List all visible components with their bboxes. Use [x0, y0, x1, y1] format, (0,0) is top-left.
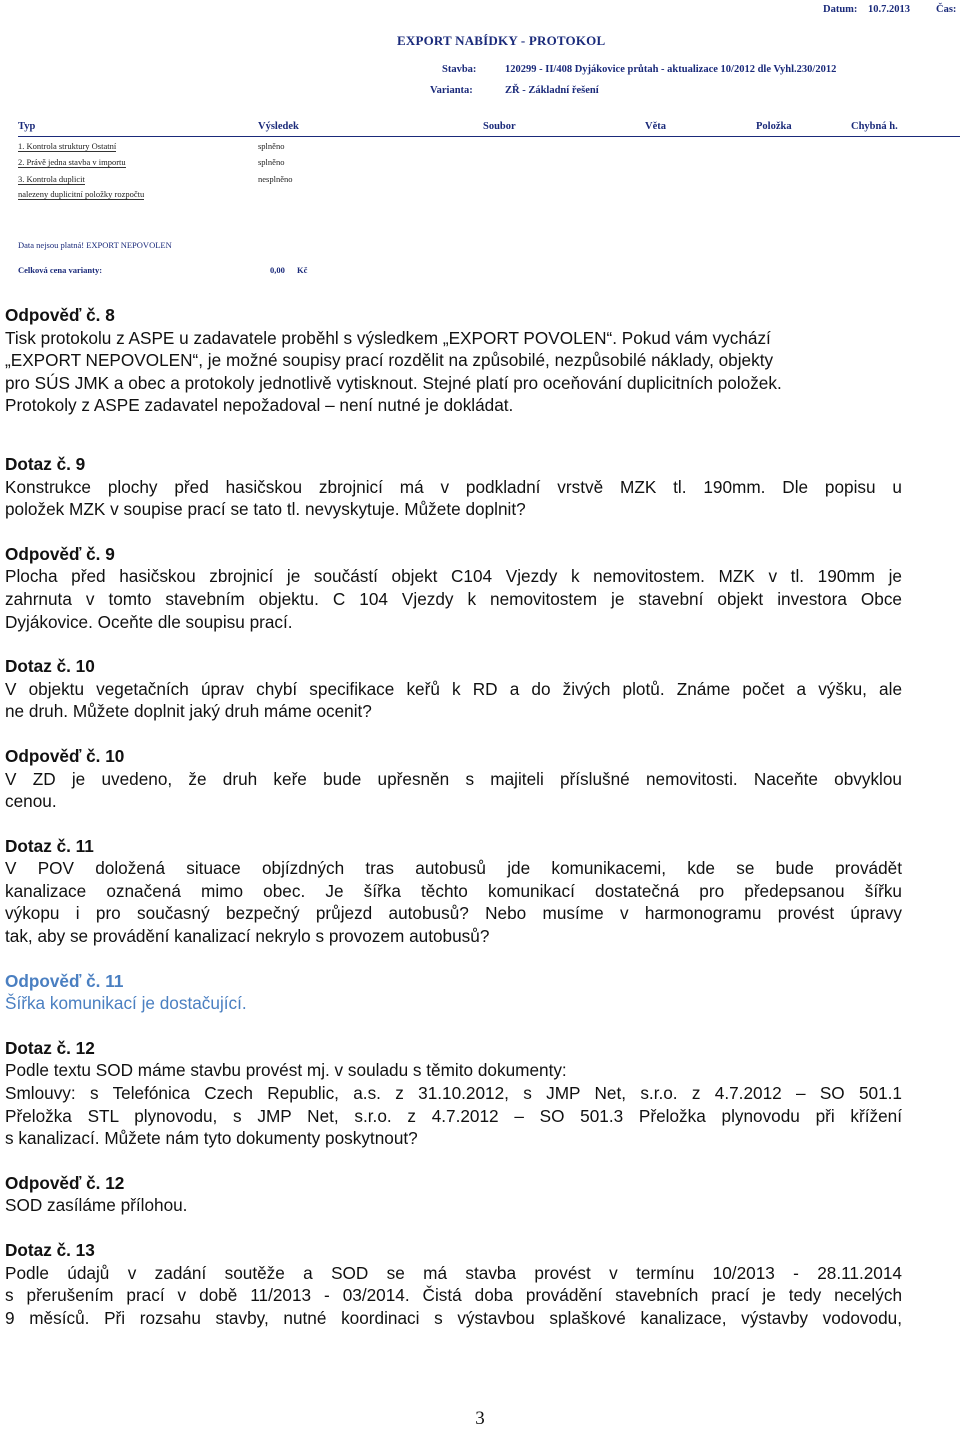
protocol-stavba-label: Stavba:	[442, 64, 477, 75]
protocol-col-veta: Věta	[645, 121, 666, 132]
protocol-invalid-note: Data nejsou platná! EXPORT NEPOVOLEN	[18, 240, 172, 250]
answer-heading: Odpověď č. 11	[5, 970, 124, 991]
question-11	[5, 835, 902, 948]
paragraph-line: Plocha před hasičskou zbrojnicí je součástí objekt C104 Vjezdy k nemovitostem. MZK v tl. 190mm je	[5, 566, 902, 587]
paragraph-line: V ZD je uvedeno, že druh keře bude upřesněn s majiteli příslušné nemovitosti. Naceňte obvyklou	[5, 768, 902, 789]
protocol-col-vysledek: Výsledek	[258, 121, 299, 132]
protocol-col-polozka: Položka	[756, 121, 792, 132]
paragraph-line: Tisk protokolu z ASPE u zadavatele proběhl s výsledkem „EXPORT POVOLEN“. Pokud vám vychází	[5, 327, 771, 348]
protocol-price-value: 0,00	[270, 265, 285, 275]
paragraph-line: cenou.	[5, 791, 57, 812]
protocol-row-typ: 3. Kontrola duplicit	[18, 174, 85, 184]
paragraph-line: V POV doložená situace objízdných tras autobusů jde komunikacemi, kde se bude provádět	[5, 858, 902, 879]
paragraph-line: ne druh. Můžete doplnit jaký druh máme ocenit?	[5, 701, 372, 722]
protocol-header-rule	[18, 136, 960, 137]
paragraph-line: Šířka komunikací je dostačující.	[5, 993, 247, 1014]
protocol-col-typ: Typ	[18, 121, 36, 132]
answer-12	[5, 1172, 902, 1217]
question-13	[5, 1239, 902, 1329]
protocol-stavba-value: 120299 - II/408 Dyjákovice průtah - aktualizace 10/2012 dle Vyhl.230/2012	[505, 64, 837, 75]
protocol-image	[0, 0, 960, 290]
answer-11	[5, 970, 902, 1015]
paragraph-line: s přerušením prací v době 11/2013 - 03/2014. Čistá doba provádění stavebních prací je tedy necelých	[5, 1285, 902, 1306]
protocol-col-soubor: Soubor	[483, 121, 516, 132]
paragraph-line: 9 měsíců. Při rozsahu stavby, nutné koordinaci s výstavbou splaškové kanalizace, výstavby vodovodu,	[5, 1307, 902, 1328]
paragraph-line: Protokoly z ASPE zadavatel nepožadoval – není nutné je dokládat.	[5, 395, 514, 416]
paragraph-line: zahrnuta v tomto stavebním objektu. C 104 Vjezdy k nemovitostem je stavební objekt investora Obce	[5, 588, 902, 609]
protocol-duplicate-note: nalezeny duplicitní položky rozpočtu	[18, 189, 145, 199]
protocol-varianta-label: Varianta:	[430, 85, 473, 96]
protocol-time-label: Čas:	[936, 4, 957, 15]
question-heading: Dotaz č. 9	[5, 453, 86, 474]
answer-heading: Odpověď č. 9	[5, 543, 115, 564]
protocol-title: EXPORT NABÍDKY - PROTOKOL	[397, 33, 606, 48]
question-heading: Dotaz č. 10	[5, 656, 95, 677]
paragraph-line: Smlouvy: s Telefónica Czech Republic, a.s. z 31.10.2012, s JMP Net, s.r.o. z 4.7.2012 – SO 501.1	[5, 1083, 902, 1104]
protocol-row-typ: 1. Kontrola struktury Ostatní	[18, 141, 117, 151]
question-9	[5, 453, 902, 521]
paragraph-line: kanalizace označená mimo obec. Je šířka těchto komunikací dostatečná pro předepsanou šířku	[5, 880, 902, 901]
question-heading: Dotaz č. 11	[5, 835, 94, 856]
paragraph-line: s kanalizací. Můžete nám tyto dokumenty poskytnout?	[5, 1128, 418, 1149]
paragraph-line: pro SÚS JMK a obec a protokoly jednotlivě vytisknout. Stejné platí pro oceňování duplicitních položek.	[5, 372, 782, 393]
answer-heading: Odpověď č. 12	[5, 1172, 125, 1193]
paragraph-line: V objektu vegetačních úprav chybí specifikace keřů k RD a do živých plotů. Známe počet a výšku, ale	[5, 678, 902, 699]
paragraph-line: Dyjákovice. Oceňte dle soupisu prací.	[5, 611, 293, 632]
paragraph-line: „EXPORT NEPOVOLEN“, je možné soupisy prací rozdělit na způsobilé, nezpůsobilé náklady, objekty	[5, 350, 774, 371]
paragraph-line: tak, aby se provádění kanalizací nekrylo s provozem autobusů?	[5, 926, 490, 947]
protocol-varianta-value: ZŘ - Základní řešení	[505, 85, 599, 96]
answer-10	[5, 745, 902, 813]
document-body	[5, 304, 902, 1329]
answer-9	[5, 543, 902, 633]
paragraph-line: Podle údajů v zadání soutěže a SOD se má stavba provést v termínu 10/2013 - 28.11.2014	[5, 1262, 902, 1283]
paragraph-line: výkopu i pro současný bezpečný průjezd autobusů? Nebo musíme v harmonogramu provést úpravy	[5, 903, 902, 924]
protocol-price-label: Celková cena varianty:	[18, 265, 103, 275]
question-heading: Dotaz č. 13	[5, 1240, 95, 1260]
paragraph-line: SOD zasíláme přílohou.	[5, 1195, 188, 1216]
protocol-date-value: 10.7.2013	[868, 4, 910, 15]
paragraph-line: Přeložka STL plynovodu, s JMP Net, s.r.o. z 4.7.2012 – SO 501.3 Přeložka plynovodu při křížení	[5, 1105, 902, 1126]
paragraph-line: Podle textu SOD máme stavbu provést mj. v souladu s těmito dokumenty:	[5, 1060, 567, 1081]
answer-heading: Odpověď č. 10	[5, 745, 125, 766]
question-12	[5, 1037, 902, 1150]
protocol-row-result: splněno	[258, 141, 285, 151]
question-10	[5, 655, 902, 723]
paragraph-line: položek MZK v soupise prací se tato tl. nevyskytuje. Můžete doplnit?	[5, 499, 526, 520]
protocol-price-unit: Kč	[297, 265, 308, 275]
question-heading: Dotaz č. 12	[5, 1037, 95, 1058]
page-number: 3	[475, 1408, 485, 1429]
protocol-row-typ: 2. Právě jedna stavba v importu	[18, 157, 126, 167]
protocol-col-chybna: Chybná h.	[851, 121, 898, 132]
answer-heading: Odpověď č. 8	[5, 305, 115, 325]
paragraph-line: Konstrukce plochy před hasičskou zbrojnicí má v podkladní vrstvě MZK tl. 190mm. Dle popisu u	[5, 476, 902, 497]
protocol-row-result: nesplněno	[258, 174, 293, 184]
protocol-row-result: splněno	[258, 157, 285, 167]
protocol-date-label: Datum:	[823, 4, 858, 15]
answer-8	[5, 304, 902, 417]
